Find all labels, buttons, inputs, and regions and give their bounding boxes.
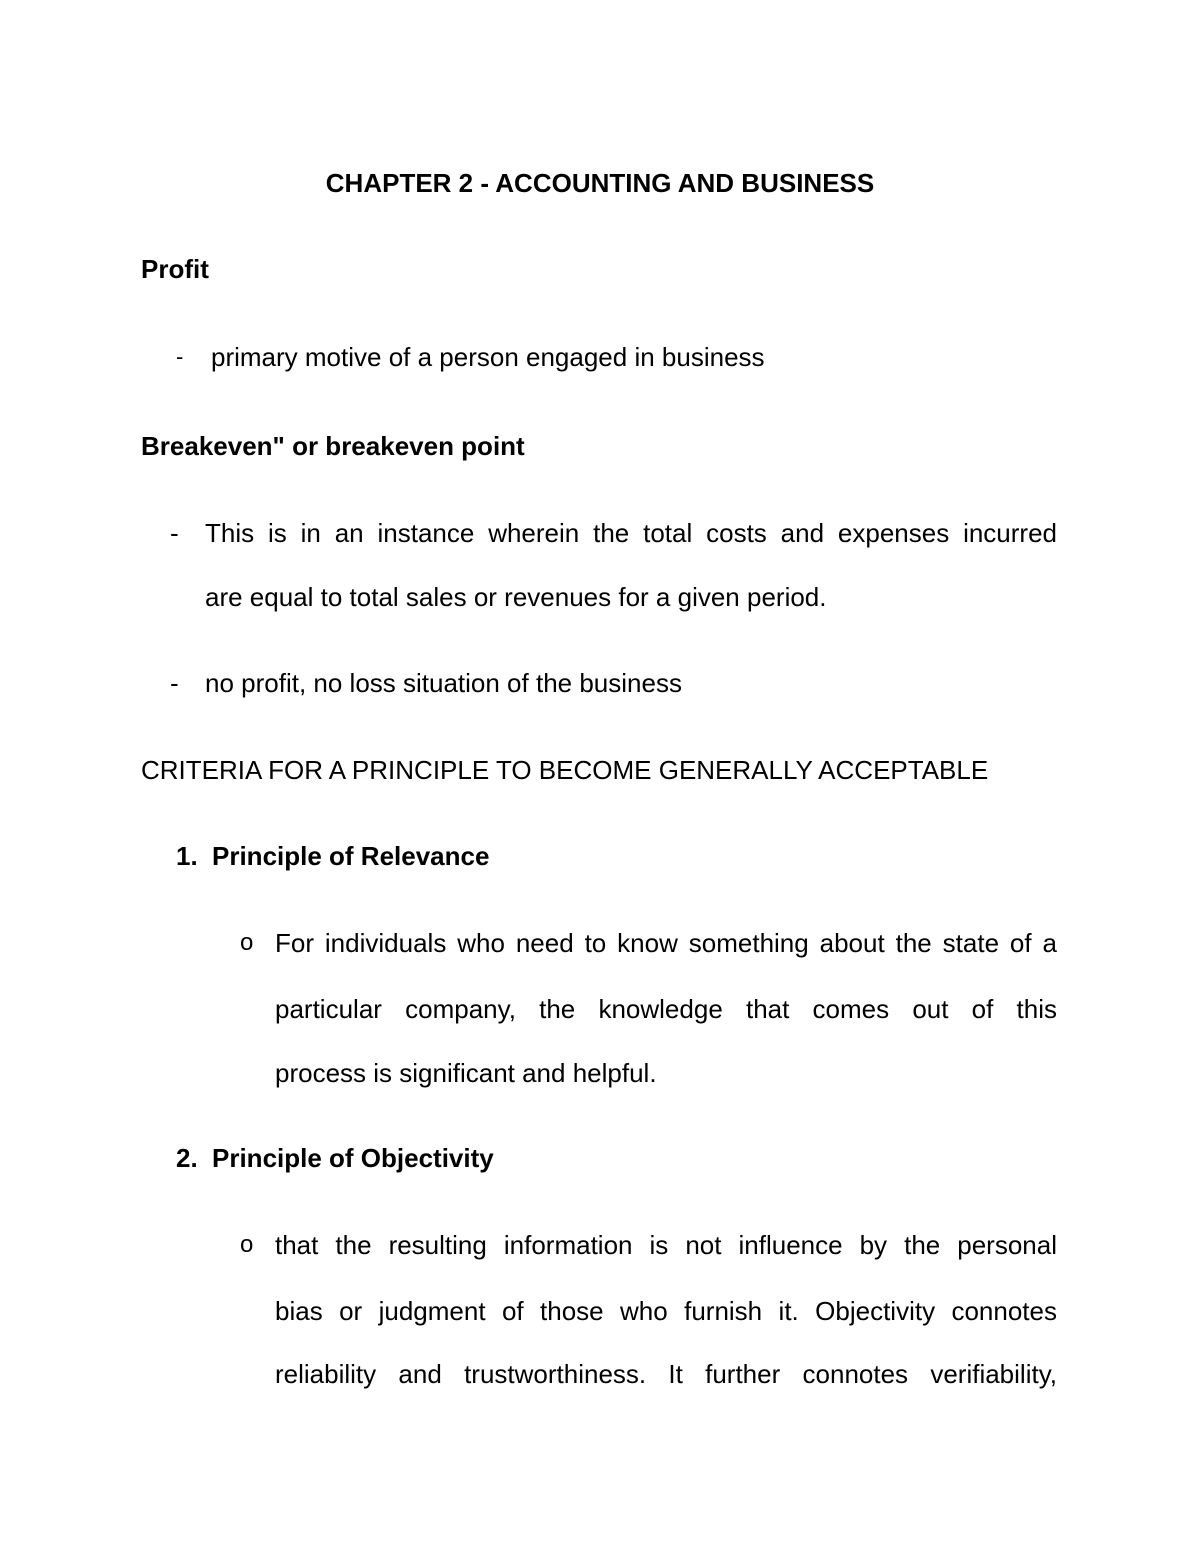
profit-heading: Profit — [141, 254, 209, 284]
principle-2-number: 2. — [176, 1143, 198, 1173]
principle-2-line-2: bias or judgment of those who furnish it. Objectivity connotes — [275, 1296, 1057, 1326]
breakeven-bullet-1: - — [170, 518, 179, 548]
profit-bullet: - — [176, 344, 184, 369]
breakeven-item-1-line-1: This is in an instance wherein the total costs and expenses incurred — [205, 518, 1057, 548]
breakeven-item-1-line-2: are equal to total sales or revenues for a given period. — [205, 582, 827, 612]
breakeven-heading: Breakeven" or breakeven point — [141, 431, 525, 461]
principle-2-title: Principle of Objectivity — [212, 1143, 494, 1173]
principle-2-line-1: that the resulting information is not influence by the personal — [275, 1230, 1057, 1260]
principle-1-bullet: o — [240, 929, 254, 956]
principle-2-bullet: o — [240, 1231, 254, 1258]
profit-item: primary motive of a person engaged in business — [211, 342, 765, 372]
principle-1-number: 1. — [176, 841, 198, 871]
principle-1-line-2: particular company, the knowledge that comes out of this — [275, 994, 1057, 1024]
criteria-heading: CRITERIA FOR A PRINCIPLE TO BECOME GENERALLY ACCEPTABLE — [141, 755, 989, 785]
principle-1-title: Principle of Relevance — [212, 841, 490, 871]
breakeven-bullet-2: - — [170, 668, 179, 698]
principle-1-line-3: process is significant and helpful. — [275, 1058, 657, 1088]
page-title: CHAPTER 2 - ACCOUNTING AND BUSINESS — [325, 168, 875, 198]
breakeven-item-2: no profit, no loss situation of the business — [205, 668, 682, 698]
principle-1-line-1: For individuals who need to know something about the state of a — [275, 928, 1057, 958]
principle-2-line-3: reliability and trustworthiness. It further connotes verifiability, — [275, 1359, 1057, 1389]
